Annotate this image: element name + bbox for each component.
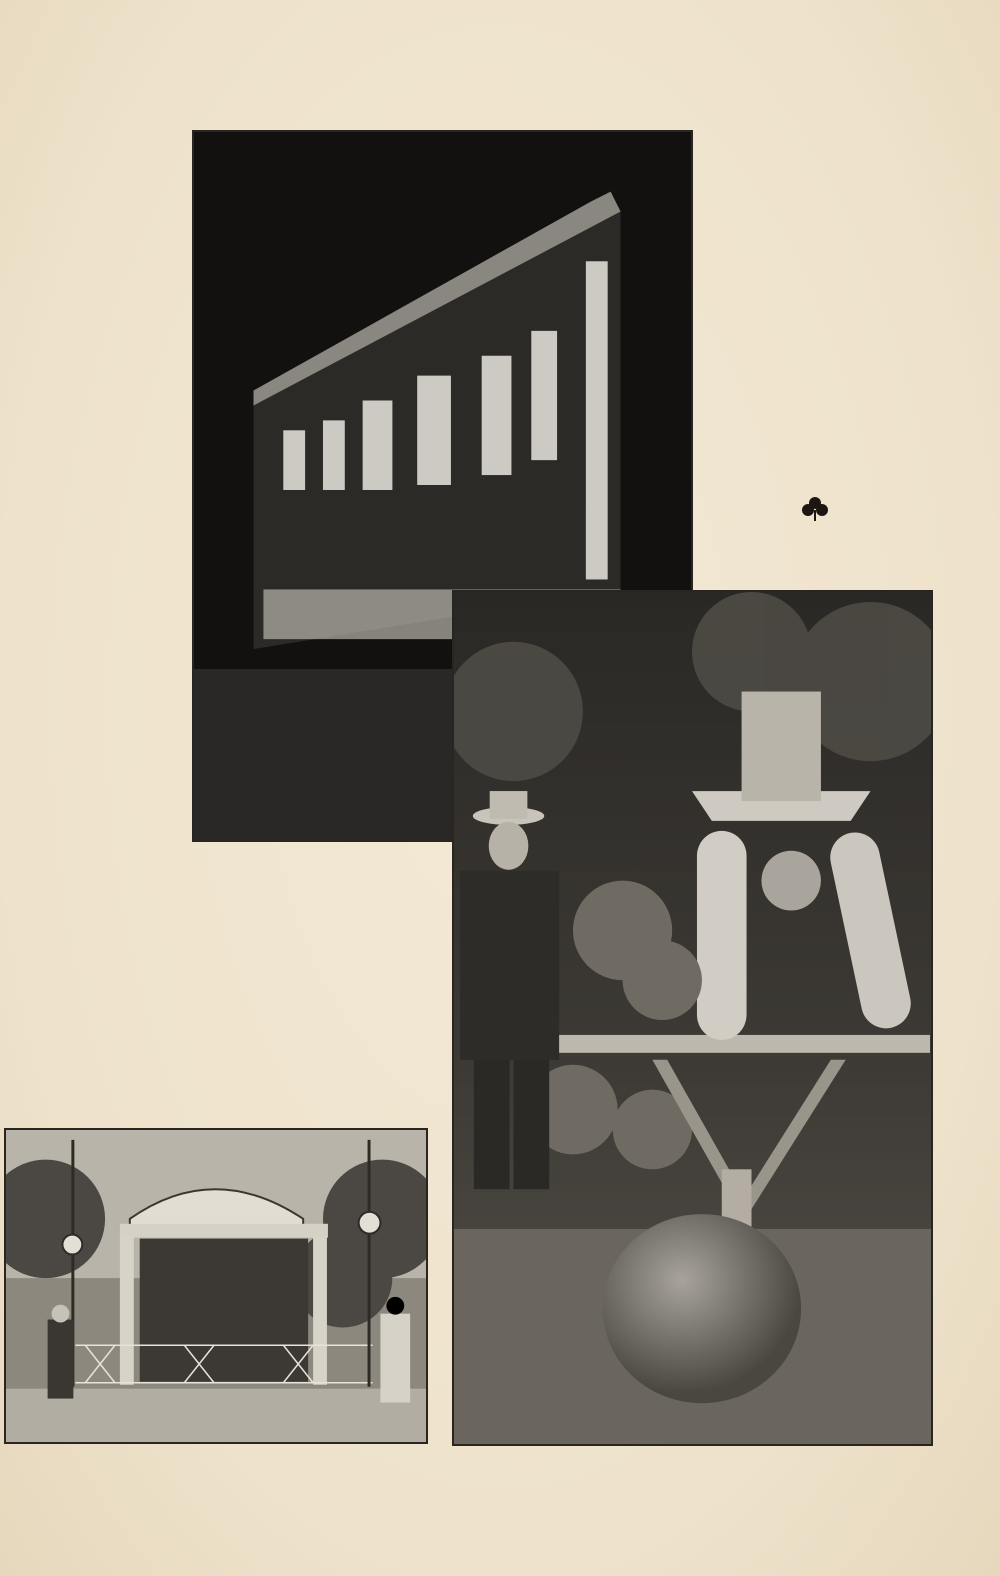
text-line: [18, 206, 168, 227]
text-line: [18, 920, 418, 941]
text-line: [18, 752, 168, 773]
text-line: [18, 185, 168, 206]
text-line: [18, 437, 168, 458]
left-wide-text: [18, 920, 418, 1088]
text-line: [18, 395, 168, 416]
text-line: [18, 710, 168, 731]
text-line: [18, 773, 168, 794]
text-line: [18, 962, 418, 983]
text-line: [18, 815, 168, 836]
text-line: [18, 143, 168, 164]
text-line: [18, 311, 168, 332]
text-line: [18, 941, 418, 962]
text-line: [18, 1025, 418, 1046]
text-line: [714, 166, 916, 187]
text-line: [18, 416, 168, 437]
text-line: [18, 731, 168, 752]
text-line: [18, 290, 168, 311]
text-line: [18, 983, 418, 1004]
text-line: [18, 584, 168, 605]
text-line: [714, 229, 916, 250]
text-line: [714, 271, 916, 292]
text-line: [18, 353, 168, 374]
text-line: [714, 355, 916, 376]
text-line: [18, 1046, 418, 1067]
text-line: [18, 626, 168, 647]
text-line: [18, 794, 168, 815]
text-line: [18, 836, 168, 857]
text-line: [18, 563, 168, 584]
clover-ornament-icon: [798, 496, 832, 522]
text-line: [18, 122, 168, 143]
text-line: [714, 397, 916, 418]
text-line: [714, 124, 916, 145]
text-line: [714, 334, 916, 355]
text-line: [18, 164, 168, 185]
text-line: [18, 521, 168, 542]
photo-exposicao-agricola: [452, 590, 933, 1446]
text-line: [18, 668, 168, 689]
left-column-text: [18, 101, 168, 920]
text-line: [18, 248, 168, 269]
text-line: [714, 439, 916, 460]
text-line: [714, 103, 916, 124]
text-line: [18, 332, 168, 353]
text-line: [18, 689, 168, 710]
text-line: [714, 376, 916, 397]
text-line: [18, 878, 168, 899]
text-line: [714, 187, 916, 208]
text-line: [714, 418, 916, 439]
text-line: [18, 1067, 418, 1088]
text-line: [18, 1004, 418, 1025]
text-line: [714, 208, 916, 229]
text-line: [18, 269, 168, 290]
text-line: [714, 313, 916, 334]
text-line: [18, 542, 168, 563]
text-line: [714, 82, 916, 103]
text-line: [18, 479, 168, 500]
text-line: [714, 292, 916, 313]
text-line: [18, 458, 168, 479]
right-column-text: [714, 82, 916, 460]
text-line: [18, 227, 168, 248]
text-line: [714, 145, 916, 166]
text-line: [18, 374, 168, 395]
photo-pavilhao-vinhos: [4, 1128, 428, 1444]
text-line: [18, 605, 168, 626]
text-line: [18, 647, 168, 668]
text-line: [18, 857, 168, 878]
text-line: [18, 500, 168, 521]
text-line: [18, 899, 168, 920]
text-line: [18, 101, 168, 122]
text-line: [714, 250, 916, 271]
